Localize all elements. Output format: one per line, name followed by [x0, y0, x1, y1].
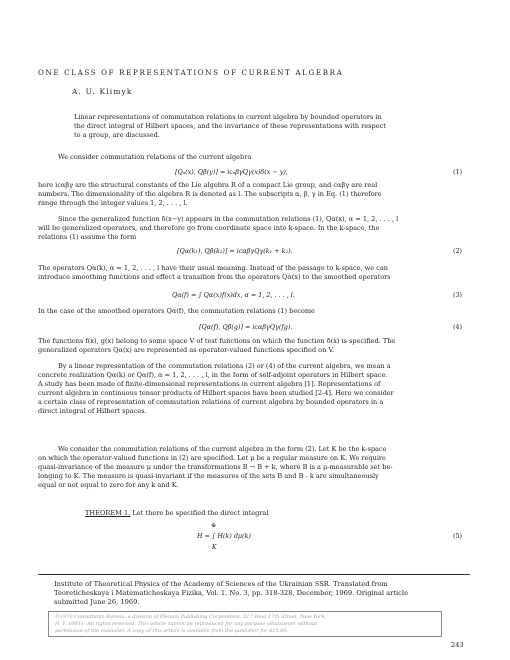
- text-line: The functions f(x), g(x) belong to some space V of test functions on which the function δ(x) is specified. The: [38, 337, 396, 345]
- text-line: here icαβγ are the structural constants of the Lie algebra R of a compact Lie group, and cαβγ are real: [38, 181, 378, 189]
- page-number: 243: [451, 641, 464, 649]
- text-line: Since the generalized function δ(x−y) appears in the commutation relations (1), Qα(x), α = 1, 2, . . . , l: [58, 215, 399, 223]
- copyright-line: permission of the publisher. A copy of this article is available from the publisher for $15.00.: [55, 628, 289, 634]
- text-line: direct integral of Hilbert spaces.: [38, 407, 147, 415]
- equation-3: Qα(f) = ∫ Qα(x)f(x)dx, α = 1, 2, . . . , l.: [172, 291, 295, 299]
- equation-1: [Qₐ(x), Qβ(y)] = icₐβγQγ(x)δ(x − y),: [175, 168, 288, 176]
- abstract-line: Linear representations of commutation relations in current algebra by bounded operators in: [74, 113, 382, 121]
- equation-5-number: (5): [453, 532, 463, 540]
- text-line: concrete realization Qα(k) or Qα(f), α = 1, 2, . . . , l, in the form of self-adjoint operators in Hilbert space.: [38, 371, 388, 379]
- footnote-line: Institute of Theoretical Physics of the Academy of Sciences of the Ukrainian SSR. Translated from: [54, 580, 388, 588]
- theorem-1: [85, 509, 269, 517]
- abstract-line: to a group, are discussed.: [74, 131, 160, 139]
- text-line: relations (1) assume the form: [38, 233, 137, 241]
- text-line: current algebra in continuous tensor products of Hilbert spaces have been studied [2-4]. Here we consider: [38, 389, 394, 397]
- text-line: longing to K. The measure is quasi-invariant if the measures of the sets B and B - k are simultaneously: [38, 472, 379, 480]
- text-line: range through the integer values 1, 2, . . . , l.: [38, 199, 188, 207]
- paper-author: A. U. Klimyk: [72, 87, 133, 96]
- direct-integral-symbol: ⊕: [211, 522, 217, 529]
- text-line: will be generalized operators, and therefore go from coordinate space into k-space. In the k-space, the: [38, 224, 380, 232]
- text-line: A study has been made of finite-dimensional representations in current algebra [1]. Representations of: [38, 380, 381, 388]
- copyright-line: N. Y. 10011. All rights reserved. This article cannot be reproduced for any purpose whatsoever without: [55, 621, 318, 627]
- footnote-line: Teoreticheskaya i Matematicheskaya Fizika, Vol. 1, No. 3, pp. 318-328, December, 1969. Original article: [54, 589, 409, 597]
- text-line: generalized operators Qα(x) are represented as operator-valued functions specified on V.: [38, 346, 335, 354]
- paragraph-smoothed: In the case of the smoothed operators Qα(f), the commutation relations (1) become: [38, 307, 315, 315]
- text-line: By a linear representation of the commutation relations (2) or (4) of the current algebra, we mean a: [58, 362, 391, 370]
- text-line: numbers. The dimensionality of the algebra R is denoted as l. The subscripts α, β, γ in Eq. (1) therefore: [38, 190, 382, 198]
- paragraph-generalized-function: [38, 215, 398, 242]
- equation-3-number: (3): [453, 291, 463, 299]
- footnote-divider: [38, 574, 470, 575]
- text-line: equal or not equal to zero for any k and K.: [38, 481, 179, 489]
- text-line: The operators Qα(k), α = 1, 2, . . . , l have their usual meaning. Instead of the passage to k-space, we can: [38, 264, 389, 272]
- equation-4-number: (4): [453, 323, 463, 331]
- abstract-line: the direct integral of Hilbert spaces, and the invariance of these representations with respect: [74, 122, 386, 130]
- text-line: quasi-invariance of the measure μ under the transformations B → B + k, where B is a μ-measurable set be-: [38, 463, 393, 471]
- theorem-label: THEOREM 1.: [85, 509, 131, 517]
- copyright-line: ©1970 Consultants Bureau, a division of Plenum Publishing Corporation, 227 West 17th Street, New York,: [55, 614, 327, 620]
- footnote: [54, 580, 408, 607]
- text-line: introduce smoothing functions and effect a transition from the operators Qα(x) to the smoothed operators: [38, 273, 391, 281]
- paragraph-operators: [38, 264, 391, 282]
- theorem-text: Let there be specified the direct integral: [130, 509, 269, 517]
- footnote-line: submitted June 26, 1969.: [54, 598, 140, 606]
- paragraph-structure-constants: [38, 181, 382, 208]
- equation-4: [Qα(f), Qβ(g)] = icαβγQγ(fg).: [199, 323, 293, 331]
- equation-2: [Qα(k₁), Qβ(k₂)] = icαβγQγ(k₁ + k₂).: [177, 247, 293, 255]
- copyright-box: [48, 611, 442, 637]
- paragraph-intro: We consider commutation relations of the current algebra: [58, 153, 252, 161]
- text-line: We consider the commutation relations of the current algebra in the form (2). Let K be the k-space: [58, 445, 387, 453]
- integral-lower-limit: K: [212, 544, 217, 551]
- text-line: on which the operator-valued functions in (2) are specified. Let μ be a regular measure on K. We require: [38, 454, 386, 462]
- paragraph-linear-representation: [38, 362, 394, 416]
- equation-1-number: (1): [453, 168, 463, 176]
- equation-5: H = ∫ H(k) dμ(k): [197, 532, 251, 540]
- paper-title: ONE CLASS OF REPRESENTATIONS OF CURRENT ALGEBRA: [38, 68, 344, 77]
- paragraph-test-functions: [38, 337, 395, 355]
- paragraph-k-space: [38, 445, 393, 490]
- text-line: a certain class of representation of commutation relations of current algebra by bounded operators in a: [38, 398, 384, 406]
- abstract: [74, 113, 386, 140]
- equation-2-number: (2): [453, 247, 463, 255]
